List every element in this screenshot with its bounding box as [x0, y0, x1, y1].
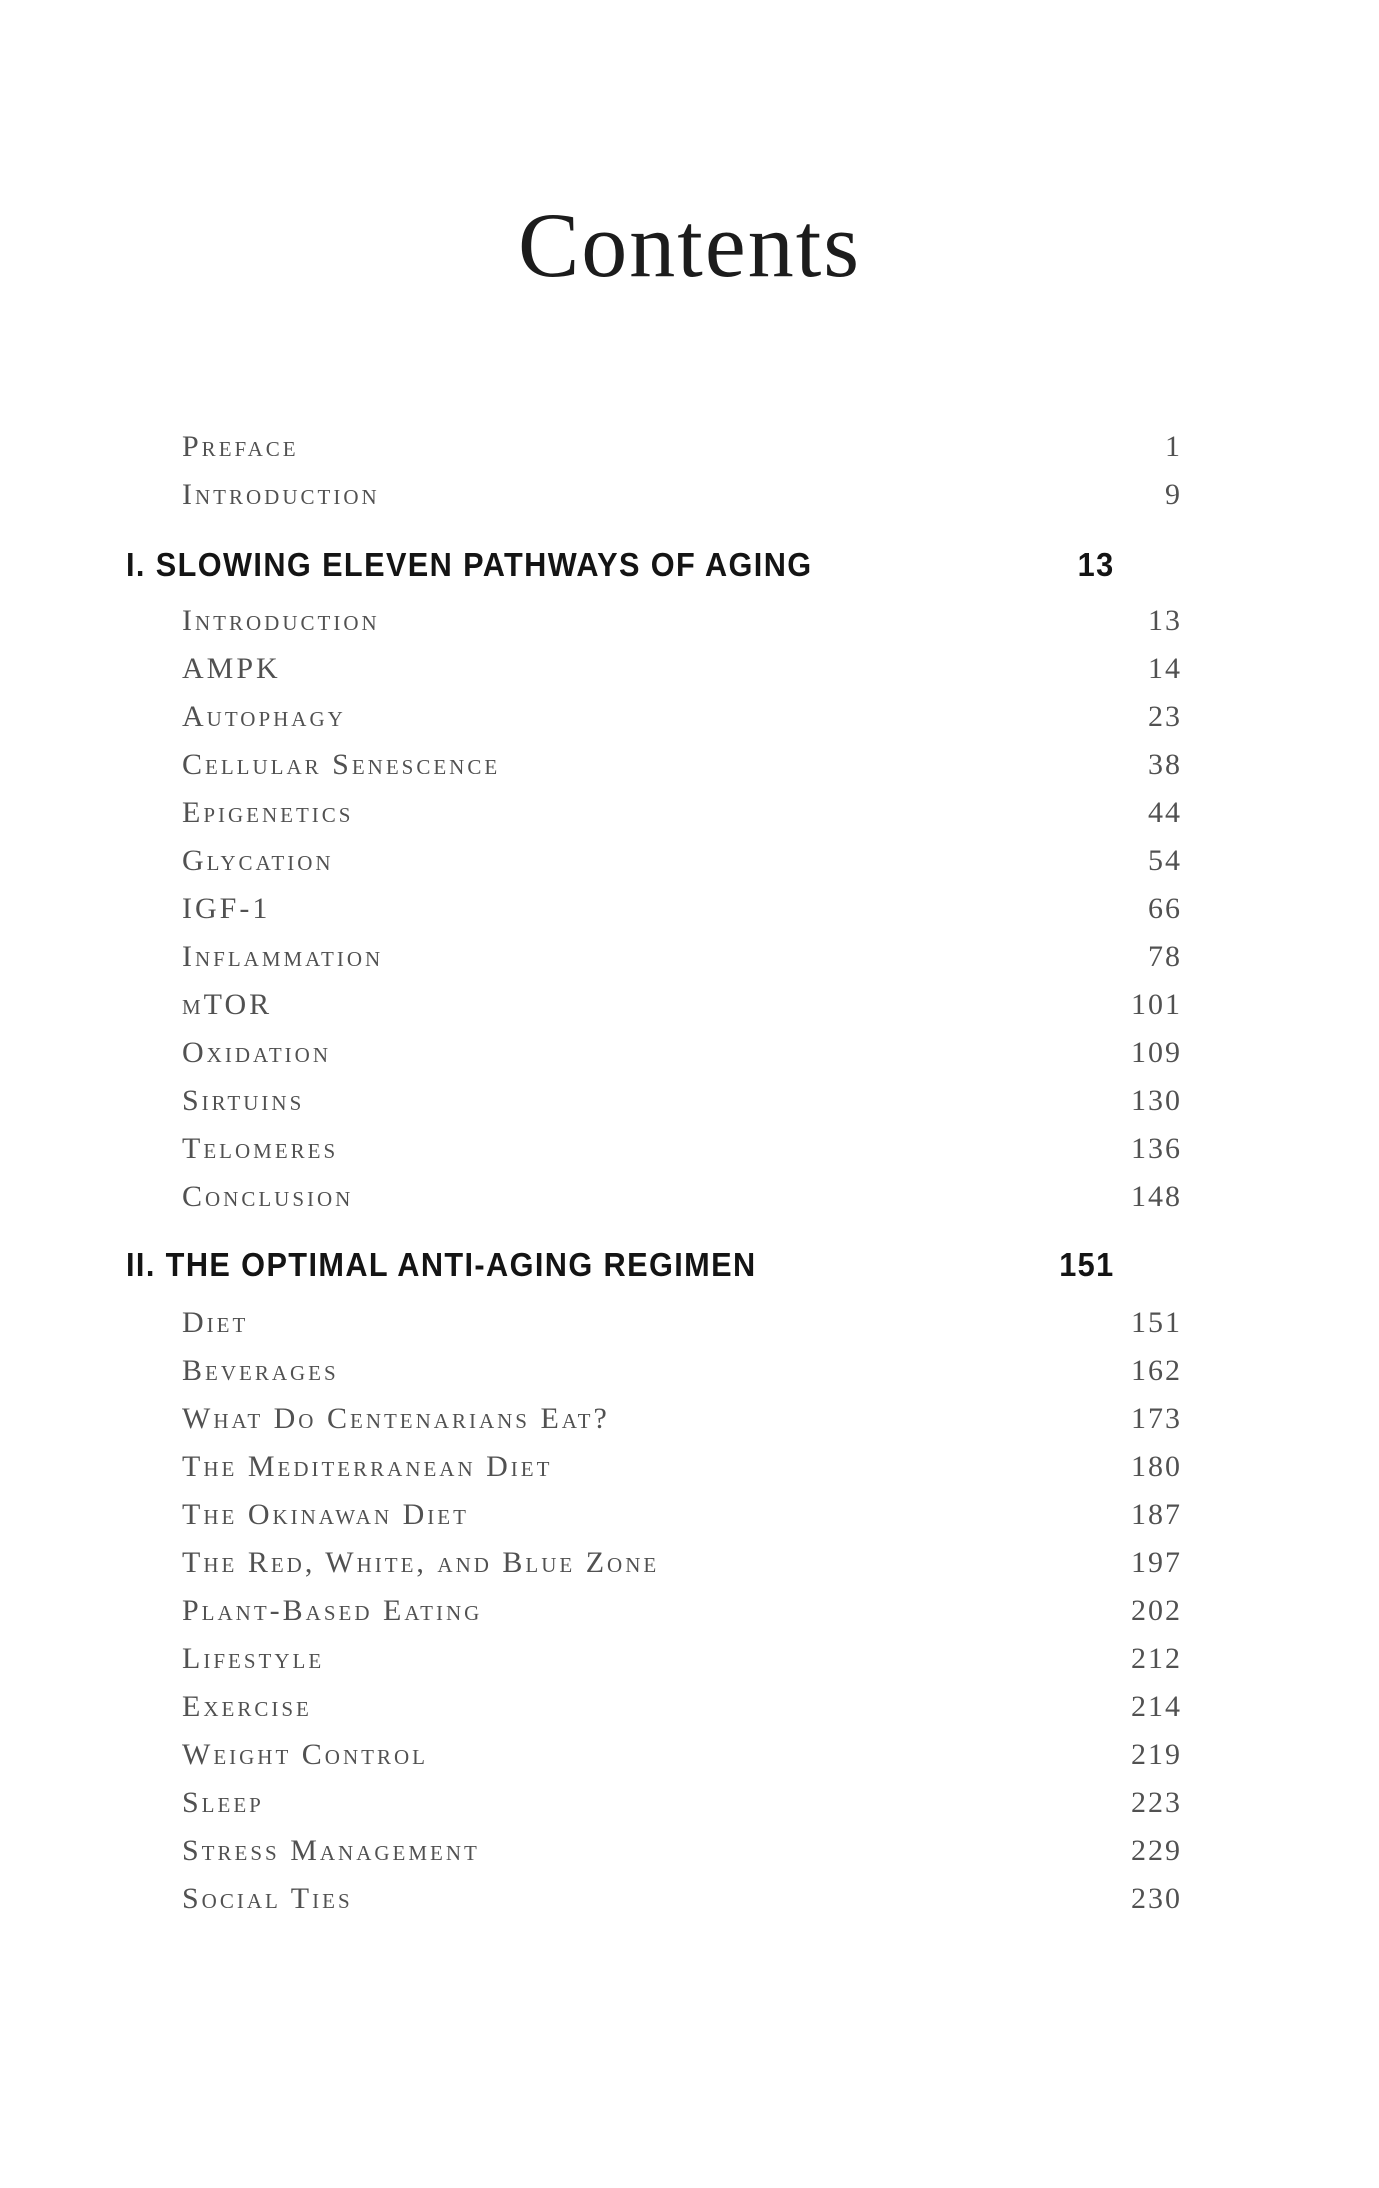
toc-entry-label: Stress Management — [182, 1834, 480, 1867]
toc-entry[interactable] — [182, 1876, 1182, 1916]
toc-entry-page: 212 — [1131, 1642, 1182, 1675]
toc-entry-page: 229 — [1131, 1834, 1182, 1867]
toc-entry-page: 136 — [1131, 1132, 1182, 1165]
toc-entry[interactable] — [182, 1780, 1182, 1820]
toc-entry-label: The Okinawan Diet — [182, 1498, 469, 1531]
section-heading-page: 13 — [1077, 546, 1115, 583]
toc-entry-label: Glycation — [182, 844, 334, 877]
toc-entry-label: Social Ties — [182, 1882, 353, 1915]
toc-entry-page: 109 — [1131, 1036, 1182, 1069]
toc-entry[interactable] — [182, 1126, 1182, 1166]
toc-entry-label: Lifestyle — [182, 1642, 325, 1675]
toc-entry[interactable] — [182, 1588, 1182, 1628]
toc-entry-page: 78 — [1148, 940, 1182, 973]
toc-entry-page: 223 — [1131, 1786, 1182, 1819]
toc-entry-page: 151 — [1131, 1306, 1182, 1339]
toc-entry[interactable] — [182, 694, 1182, 734]
toc-entry[interactable] — [182, 934, 1182, 974]
section-heading-label: II. THE OPTIMAL ANTI-AGING REGIMEN — [126, 1246, 757, 1283]
toc-entry-page: 38 — [1148, 748, 1182, 781]
toc-entry-label: What Do Centenarians Eat? — [182, 1402, 610, 1435]
toc-entry-label: Telomeres — [182, 1132, 339, 1165]
toc-entry-page: 214 — [1131, 1690, 1182, 1723]
toc-entry-label: Introduction — [182, 478, 380, 511]
toc-entry-label: Weight Control — [182, 1738, 428, 1771]
toc-entry-label: Autophagy — [182, 700, 346, 733]
toc-entry-page: 230 — [1131, 1882, 1182, 1915]
toc-entry-page: 180 — [1131, 1450, 1182, 1483]
toc-entry[interactable] — [182, 742, 1182, 782]
toc-entry-label: mTOR — [182, 988, 273, 1021]
toc-entry-label: AMPK — [182, 652, 281, 685]
toc-entry-page: 66 — [1148, 892, 1182, 925]
toc-entry-page: 219 — [1131, 1738, 1182, 1771]
toc-entry-label: Inflammation — [182, 940, 384, 973]
toc-section-heading[interactable] — [126, 536, 1115, 584]
toc-entry[interactable] — [182, 1444, 1182, 1484]
toc-entry-label: The Red, White, and Blue Zone — [182, 1546, 660, 1579]
toc-entry[interactable] — [182, 1492, 1182, 1532]
toc-entry[interactable] — [182, 1636, 1182, 1676]
toc-entry-page: 1 — [1165, 430, 1182, 463]
toc-entry-page: 54 — [1148, 844, 1182, 877]
toc-entry[interactable] — [182, 1030, 1182, 1070]
toc-entry[interactable] — [182, 886, 1182, 926]
toc-entry-label: Exercise — [182, 1690, 312, 1723]
toc-entry-page: 148 — [1131, 1180, 1182, 1213]
toc-entry-page: 130 — [1131, 1084, 1182, 1117]
toc-entry-label: Diet — [182, 1306, 249, 1339]
toc-entry[interactable] — [182, 1540, 1182, 1580]
section-heading-page: 151 — [1059, 1246, 1115, 1283]
toc-entry[interactable] — [182, 1300, 1182, 1340]
toc-entry-page: 197 — [1131, 1546, 1182, 1579]
toc-entry-label: Plant-Based Eating — [182, 1594, 483, 1627]
toc-entry-page: 173 — [1131, 1402, 1182, 1435]
toc-entry-label: Oxidation — [182, 1036, 331, 1069]
toc-entry-label: Preface — [182, 430, 299, 463]
toc-entry[interactable] — [182, 1684, 1182, 1724]
toc-entry-page: 14 — [1148, 652, 1182, 685]
toc-entry-label: Sleep — [182, 1786, 264, 1819]
toc-entry-label: Cellular Senescence — [182, 748, 501, 781]
toc-entry-preface[interactable] — [182, 424, 1182, 464]
toc-entry-label: Introduction — [182, 604, 380, 637]
toc-entry[interactable] — [182, 1078, 1182, 1118]
toc-entry-label: Beverages — [182, 1354, 339, 1387]
toc-entry[interactable] — [182, 598, 1182, 638]
toc-entry-page: 9 — [1165, 478, 1182, 511]
toc-entry[interactable] — [182, 1732, 1182, 1772]
toc-entry-page: 187 — [1131, 1498, 1182, 1531]
toc-entry[interactable] — [182, 790, 1182, 830]
toc-entry[interactable] — [182, 838, 1182, 878]
toc-entry[interactable] — [182, 1174, 1182, 1214]
toc-entry[interactable] — [182, 1348, 1182, 1388]
toc-entry[interactable] — [182, 646, 1182, 686]
toc-entry-label: Sirtuins — [182, 1084, 305, 1117]
toc-entry-page: 202 — [1131, 1594, 1182, 1627]
toc-entry-page: 13 — [1148, 604, 1182, 637]
toc-entry-label: IGF-1 — [182, 892, 271, 925]
section-heading-label: I. SLOWING ELEVEN PATHWAYS OF AGING — [126, 546, 813, 583]
toc-entry[interactable] — [182, 982, 1182, 1022]
toc-entry-page: 101 — [1131, 988, 1182, 1021]
page-title: Contents — [517, 193, 862, 296]
toc-entry[interactable] — [182, 1396, 1182, 1436]
toc-entry-page: 162 — [1131, 1354, 1182, 1387]
toc-entry-page: 23 — [1148, 700, 1182, 733]
toc-entry-label: The Mediterranean Diet — [182, 1450, 553, 1483]
toc-section-heading[interactable] — [126, 1236, 1115, 1284]
toc-entry[interactable] — [182, 1828, 1182, 1868]
toc-entry-label: Epigenetics — [182, 796, 354, 829]
toc-entry-label: Conclusion — [182, 1180, 354, 1213]
toc-entry-introduction[interactable] — [182, 472, 1182, 512]
toc-entry-page: 44 — [1148, 796, 1182, 829]
